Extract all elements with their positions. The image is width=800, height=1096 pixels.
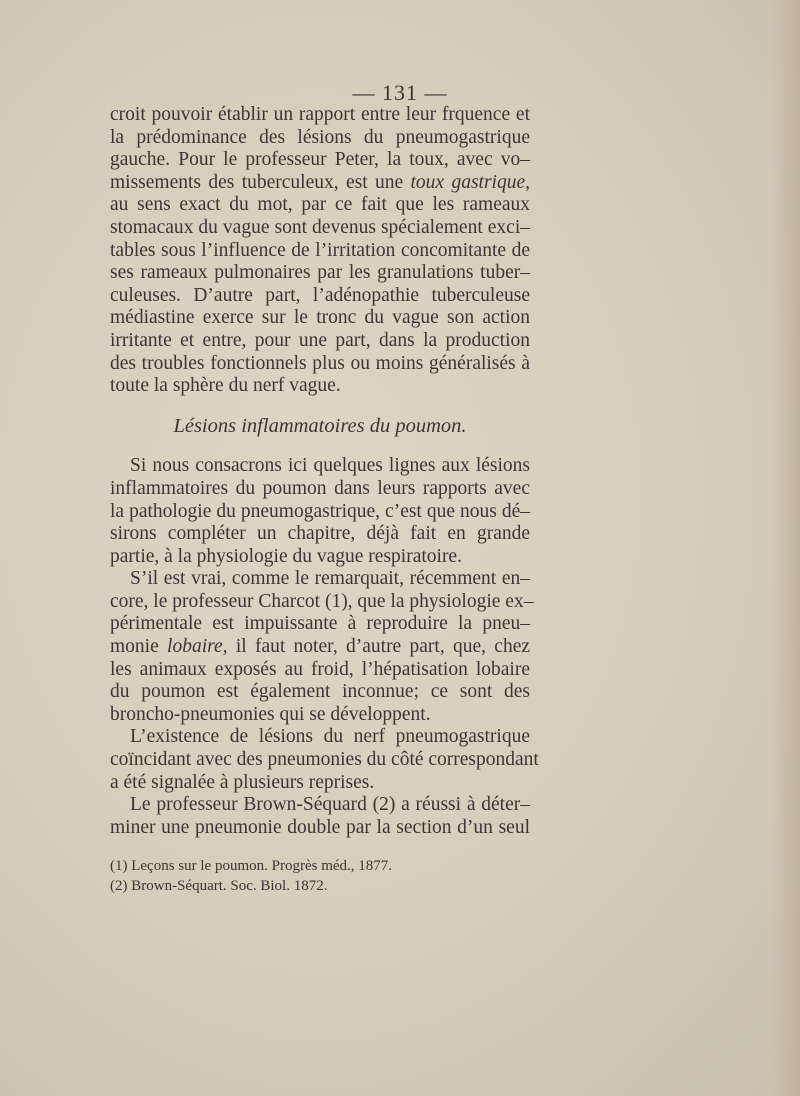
text-segment: monie (110, 636, 159, 658)
paragraph (110, 455, 530, 568)
body-text (110, 104, 539, 839)
text-line: la prédominance des lésions du pneumogastrique (110, 126, 530, 148)
paragraph (110, 794, 530, 839)
text-line: partie, à la physiologie du vague respiratoire. (110, 545, 462, 567)
text-line: broncho-pneumonies qui se développent. (110, 703, 431, 725)
text-line: Si nous consacrons ici quelques lignes aux lésions (130, 455, 530, 477)
paragraph (110, 104, 530, 398)
text-line: tables sous l’influence de l’irritation concomitante de (110, 239, 530, 261)
text-line (110, 172, 530, 195)
page-number: — 131 — (352, 80, 448, 105)
section-heading: Lésions inflammatoires du poumon. (173, 414, 467, 437)
text-line: S’il est vrai, comme le remarquait, récemment en– (130, 568, 530, 590)
footnote: (1) Leçons sur le poumon. Progrès méd., 1877. (110, 858, 393, 874)
italic-term: lobaire, (167, 636, 228, 658)
text-line: miner une pneumonie double par la section d’un seul (110, 816, 530, 838)
text-segment: missements des tuberculeux, est une (110, 171, 404, 193)
text-line: core, le professeur Charcot (1), que la physiologie ex– (110, 590, 534, 612)
text-line: L’existence de lésions du nerf pneumogastrique (130, 726, 530, 748)
text-line: stomacaux du vague sont devenus spécialement exci– (110, 216, 530, 238)
text-line: les animaux exposés au froid, l’hépatisation lobaire (110, 658, 530, 680)
text-line: médiastine exerce sur le tronc du vague son action (110, 307, 530, 329)
paragraph (110, 726, 539, 794)
italic-term: toux gastrique, (410, 171, 530, 193)
paragraph (110, 568, 534, 726)
text-line (110, 636, 530, 659)
text-line: culeuses. D’autre part, l’adénopathie tuberculeuse (110, 284, 530, 306)
text-segment: il faut noter, d’autre part, que, chez (235, 636, 531, 658)
footnote: (2) Brown-Séquart. Soc. Biol. 1872. (110, 878, 328, 894)
text-line: irritante et entre, pour une part, dans la production (110, 329, 530, 351)
text-line: gauche. Pour le professeur Peter, la toux, avec vo– (110, 149, 530, 171)
text-line: a été signalée à plusieurs reprises. (110, 771, 375, 793)
text-line: du poumon est également inconnue; ce sont des (110, 681, 530, 703)
text-line: inflammatoires du poumon dans leurs rapports avec (110, 477, 530, 499)
text-line: périmentale est impuissante à reproduire la pneu– (110, 613, 530, 635)
text-line: la pathologie du pneumogastrique, c’est que nous dé– (110, 500, 530, 522)
page-edge-shadow (772, 0, 800, 1096)
text-line: croit pouvoir établir un rapport entre leur frquence et (110, 104, 530, 125)
text-line: au sens exact du mot, par ce fait que les rameaux (110, 194, 530, 216)
text-line: sirons compléter un chapitre, déjà fait en grande (110, 523, 530, 545)
text-line: toute la sphère du nerf vague. (110, 375, 341, 397)
text-line: coïncidant avec des pneumonies du côté correspondant (110, 749, 539, 771)
footnotes (110, 856, 530, 896)
text-line: des troubles fonctionnels plus ou moins généralisés à (110, 352, 530, 374)
text-line: ses rameaux pulmonaires par les granulations tuber– (110, 262, 530, 284)
text-line: Le professeur Brown-Séquard (2) a réussi à déter– (130, 794, 530, 816)
